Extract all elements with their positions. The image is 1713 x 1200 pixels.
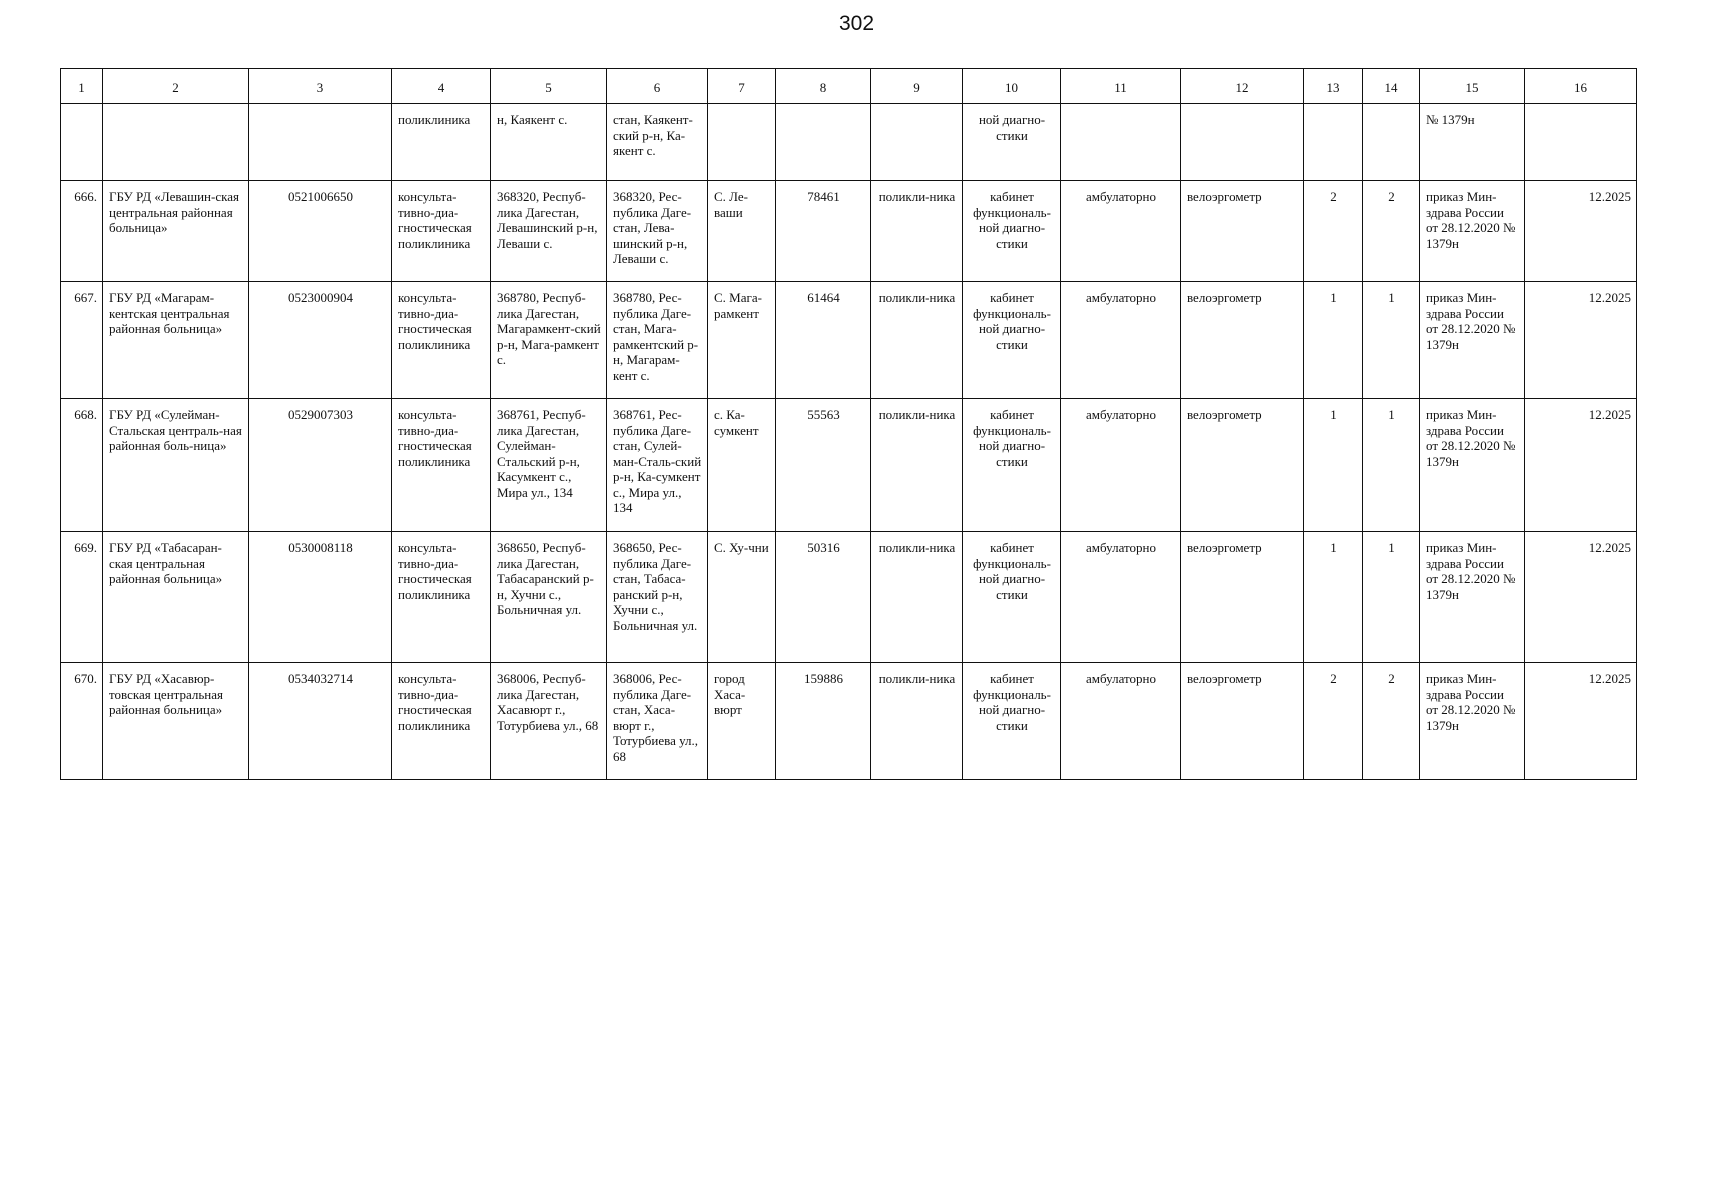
cell-unit: поликли-ника [871, 282, 963, 399]
cell-number: 668. [61, 399, 103, 532]
cell-quantity: 2 [1304, 181, 1363, 282]
cell-order: приказ Мин-здрава России от 28.12.2020 № 1379н [1420, 181, 1525, 282]
cell-type: консульта-тивно-диа-гностическая поликлиника [392, 282, 491, 399]
cell-equipment: велоэргометр [1181, 532, 1304, 663]
cell-type: консульта-тивно-диа-гностическая поликлиника [392, 399, 491, 532]
column-header: 9 [871, 69, 963, 104]
cell-unit: поликли-ника [871, 399, 963, 532]
cell-quantity: 2 [1304, 663, 1363, 780]
cell-type: поликлиника [392, 104, 491, 181]
column-header: 8 [776, 69, 871, 104]
cell-actual-address: 368780, Рес-публика Даге-стан, Мага-рамкентский р-н, Магарам-кент с. [607, 282, 708, 399]
cell-number: 669. [61, 532, 103, 663]
header-row [61, 69, 1637, 104]
cell [708, 104, 776, 181]
table-row [61, 532, 1637, 663]
cell-cabinet: кабинет функциональ-ной диагно-стики [963, 282, 1061, 399]
cell-mode: амбулаторно [1061, 663, 1181, 780]
cell-locality: С. Ху-чни [708, 532, 776, 663]
cell-mode: амбулаторно [1061, 181, 1181, 282]
cell-type: консульта-тивно-диа-гностическая поликлиника [392, 181, 491, 282]
registry-table [60, 68, 1637, 780]
cell-mode: амбулаторно [1061, 399, 1181, 532]
cell-locality: С. Ле-ваши [708, 181, 776, 282]
cell-inn: 0529007303 [249, 399, 392, 532]
cell [249, 104, 392, 181]
cell-address: стан, Каякент-ский р-н, Ка-якент с. [607, 104, 708, 181]
cell-equipment: велоэргометр [1181, 663, 1304, 780]
column-header: 10 [963, 69, 1061, 104]
cell-legal-address: 368761, Респуб-лика Дагестан, Сулейман-Стальский р-н, Касумкент с., Мира ул., 134 [491, 399, 607, 532]
cell-date: 12.2025 [1525, 532, 1637, 663]
cell-locality: С. Мага-рамкент [708, 282, 776, 399]
cell-equipment: велоэргометр [1181, 181, 1304, 282]
cell-inn: 0530008118 [249, 532, 392, 663]
cell-quantity: 1 [1363, 282, 1420, 399]
column-header: 5 [491, 69, 607, 104]
cell-order: приказ Мин-здрава России от 28.12.2020 № 1379н [1420, 282, 1525, 399]
column-header: 4 [392, 69, 491, 104]
cell [1363, 104, 1420, 181]
cell [61, 104, 103, 181]
column-header: 1 [61, 69, 103, 104]
cell-equipment: велоэргометр [1181, 399, 1304, 532]
cell [103, 104, 249, 181]
table-row [61, 663, 1637, 780]
cell-quantity: 1 [1304, 399, 1363, 532]
cell-quantity: 1 [1304, 282, 1363, 399]
table-row [61, 282, 1637, 399]
page-number: 302 [838, 12, 875, 35]
cell-actual-address: 368006, Рес-публика Даге-стан, Хаса-вюрт г., Тотурбиева ул., 68 [607, 663, 708, 780]
column-header: 13 [1304, 69, 1363, 104]
column-header: 15 [1420, 69, 1525, 104]
column-header: 7 [708, 69, 776, 104]
cell-organization: ГБУ РД «Магарам-кентская центральная районная больница» [103, 282, 249, 399]
cell-cabinet: кабинет функциональ-ной диагно-стики [963, 399, 1061, 532]
cell-order: приказ Мин-здрава России от 28.12.2020 № 1379н [1420, 532, 1525, 663]
cell-population: 55563 [776, 399, 871, 532]
cell-population: 61464 [776, 282, 871, 399]
cell-order: приказ Мин-здрава России от 28.12.2020 № 1379н [1420, 399, 1525, 532]
cell-organization: ГБУ РД «Хасавюр-товская центральная районная больница» [103, 663, 249, 780]
cell-population: 159886 [776, 663, 871, 780]
cell-inn: 0523000904 [249, 282, 392, 399]
cell-type: консульта-тивно-диа-гностическая поликлиника [392, 532, 491, 663]
cell-number: 667. [61, 282, 103, 399]
cell-actual-address: 368650, Рес-публика Даге-стан, Табаса-ранский р-н, Хучни с., Больничная ул. [607, 532, 708, 663]
cell-legal-address: 368650, Респуб-лика Дагестан, Табасаранский р-н, Хучни с., Больничная ул. [491, 532, 607, 663]
cell [776, 104, 871, 181]
cell-inn: 0534032714 [249, 663, 392, 780]
cell-locality: с. Ка-сумкент [708, 399, 776, 532]
column-header: 6 [607, 69, 708, 104]
cell-locality: город Хаса-вюрт [708, 663, 776, 780]
cell-cabinet: ной диагно-стики [963, 104, 1061, 181]
cell-quantity: 1 [1363, 532, 1420, 663]
cell-date: 12.2025 [1525, 282, 1637, 399]
cell-organization: ГБУ РД «Левашин-ская центральная районная больница» [103, 181, 249, 282]
cell-equipment: велоэргометр [1181, 282, 1304, 399]
cell-cabinet: кабинет функциональ-ной диагно-стики [963, 663, 1061, 780]
cell-quantity: 1 [1304, 532, 1363, 663]
cell [871, 104, 963, 181]
cell-actual-address: 368761, Рес-публика Даге-стан, Сулей-ман-Сталь-ский р-н, Ка-сумкент с., Мира ул., 134 [607, 399, 708, 532]
cell-number: 670. [61, 663, 103, 780]
cell-cabinet: кабинет функциональ-ной диагно-стики [963, 181, 1061, 282]
cell-unit: поликли-ника [871, 663, 963, 780]
cell-quantity: 1 [1363, 399, 1420, 532]
cell-organization: ГБУ РД «Сулейман-Стальская централь-ная районная боль-ница» [103, 399, 249, 532]
cell-legal-address: 368320, Респуб-лика Дагестан, Левашинский р-н, Леваши с. [491, 181, 607, 282]
cell-number: 666. [61, 181, 103, 282]
cell-quantity: 2 [1363, 181, 1420, 282]
cell-legal-address: 368006, Респуб-лика Дагестан, Хасавюрт г., Тотурбиева ул., 68 [491, 663, 607, 780]
column-header: 2 [103, 69, 249, 104]
column-header: 3 [249, 69, 392, 104]
column-header: 16 [1525, 69, 1637, 104]
cell-cabinet: кабинет функциональ-ной диагно-стики [963, 532, 1061, 663]
cell-quantity: 2 [1363, 663, 1420, 780]
column-header: 11 [1061, 69, 1181, 104]
table-row [61, 399, 1637, 532]
cell [1181, 104, 1304, 181]
cell-organization: ГБУ РД «Табасаран-ская центральная районная больница» [103, 532, 249, 663]
cell-type: консульта-тивно-диа-гностическая поликлиника [392, 663, 491, 780]
cell-unit: поликли-ника [871, 532, 963, 663]
cell-date: 12.2025 [1525, 663, 1637, 780]
cell-address: н, Каякент с. [491, 104, 607, 181]
column-header: 12 [1181, 69, 1304, 104]
cell-actual-address: 368320, Рес-публика Даге-стан, Лева-шинский р-н, Леваши с. [607, 181, 708, 282]
cell-unit: поликли-ника [871, 181, 963, 282]
cell-order: № 1379н [1420, 104, 1525, 181]
cell [1525, 104, 1637, 181]
table-row [61, 181, 1637, 282]
continuation-row [61, 104, 1637, 181]
cell-legal-address: 368780, Респуб-лика Дагестан, Магарамкент-ский р-н, Мага-рамкент с. [491, 282, 607, 399]
cell-population: 78461 [776, 181, 871, 282]
cell-mode: амбулаторно [1061, 282, 1181, 399]
cell [1061, 104, 1181, 181]
cell-mode: амбулаторно [1061, 532, 1181, 663]
cell-order: приказ Мин-здрава России от 28.12.2020 № 1379н [1420, 663, 1525, 780]
cell-date: 12.2025 [1525, 399, 1637, 532]
cell-date: 12.2025 [1525, 181, 1637, 282]
cell [1304, 104, 1363, 181]
column-header: 14 [1363, 69, 1420, 104]
cell-inn: 0521006650 [249, 181, 392, 282]
cell-population: 50316 [776, 532, 871, 663]
